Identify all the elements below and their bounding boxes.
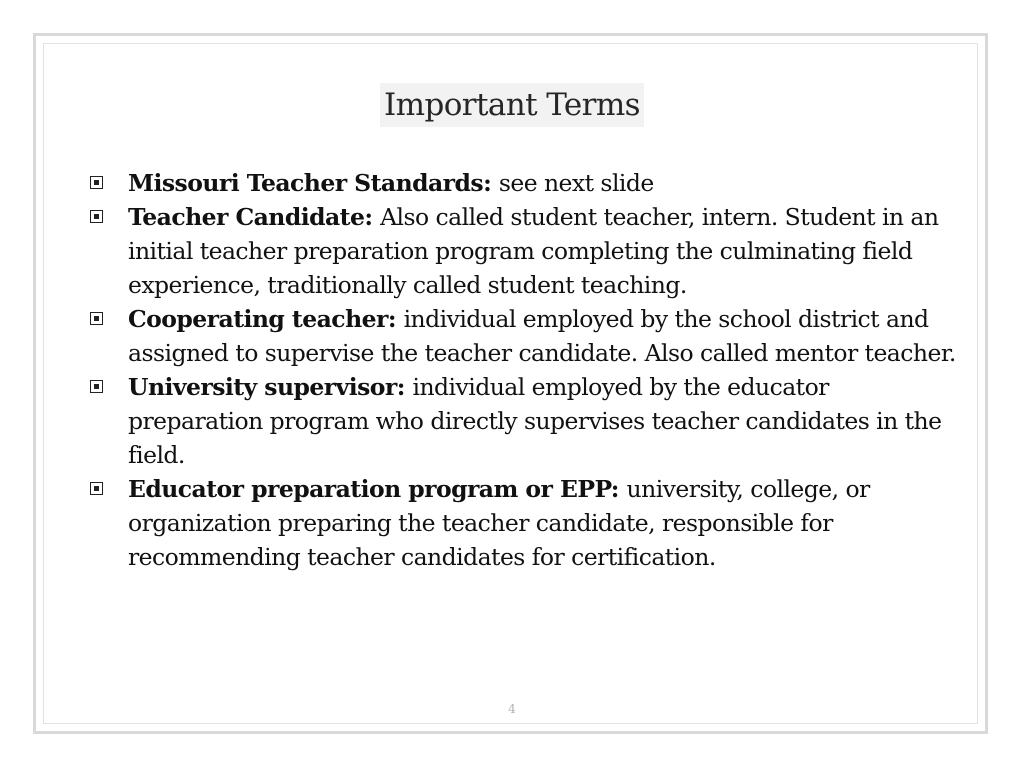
square-bullet-icon xyxy=(90,482,103,495)
terms-list xyxy=(90,166,960,574)
term-definition: individual employed by the educator preparation program who directly supervises teacher candidates in the field. xyxy=(128,373,942,469)
term-item-missouri-teacher-standards xyxy=(90,166,960,200)
square-bullet-icon xyxy=(90,312,103,325)
term-name: Teacher Candidate: xyxy=(128,203,381,231)
square-bullet-icon xyxy=(90,380,103,393)
term-item-educator-preparation-program xyxy=(90,472,960,574)
term-name: Cooperating teacher: xyxy=(128,305,404,333)
term-name: Missouri Teacher Standards: xyxy=(128,169,499,197)
square-bullet-icon xyxy=(90,210,103,223)
term-name: Educator preparation program or EPP: xyxy=(128,475,627,503)
term-definition: university, college, or organization preparing the teacher candidate, responsible for recommending teacher candidates for certification. xyxy=(128,475,870,571)
term-definition: Also called student teacher, intern. Student in an initial teacher preparation program completing the culminating field experience, traditionally called student teaching. xyxy=(128,203,939,299)
page-number: 4 xyxy=(508,702,516,716)
term-item-university-supervisor xyxy=(90,370,960,472)
term-definition: individual employed by the school district and assigned to supervise the teacher candidate. Also called mentor teacher. xyxy=(128,305,956,367)
term-name: University supervisor: xyxy=(128,373,413,401)
term-item-teacher-candidate xyxy=(90,200,960,302)
slide-title: Important Terms xyxy=(380,83,644,127)
square-bullet-icon xyxy=(90,176,103,189)
term-item-cooperating-teacher xyxy=(90,302,960,370)
term-definition: see next slide xyxy=(498,169,654,197)
